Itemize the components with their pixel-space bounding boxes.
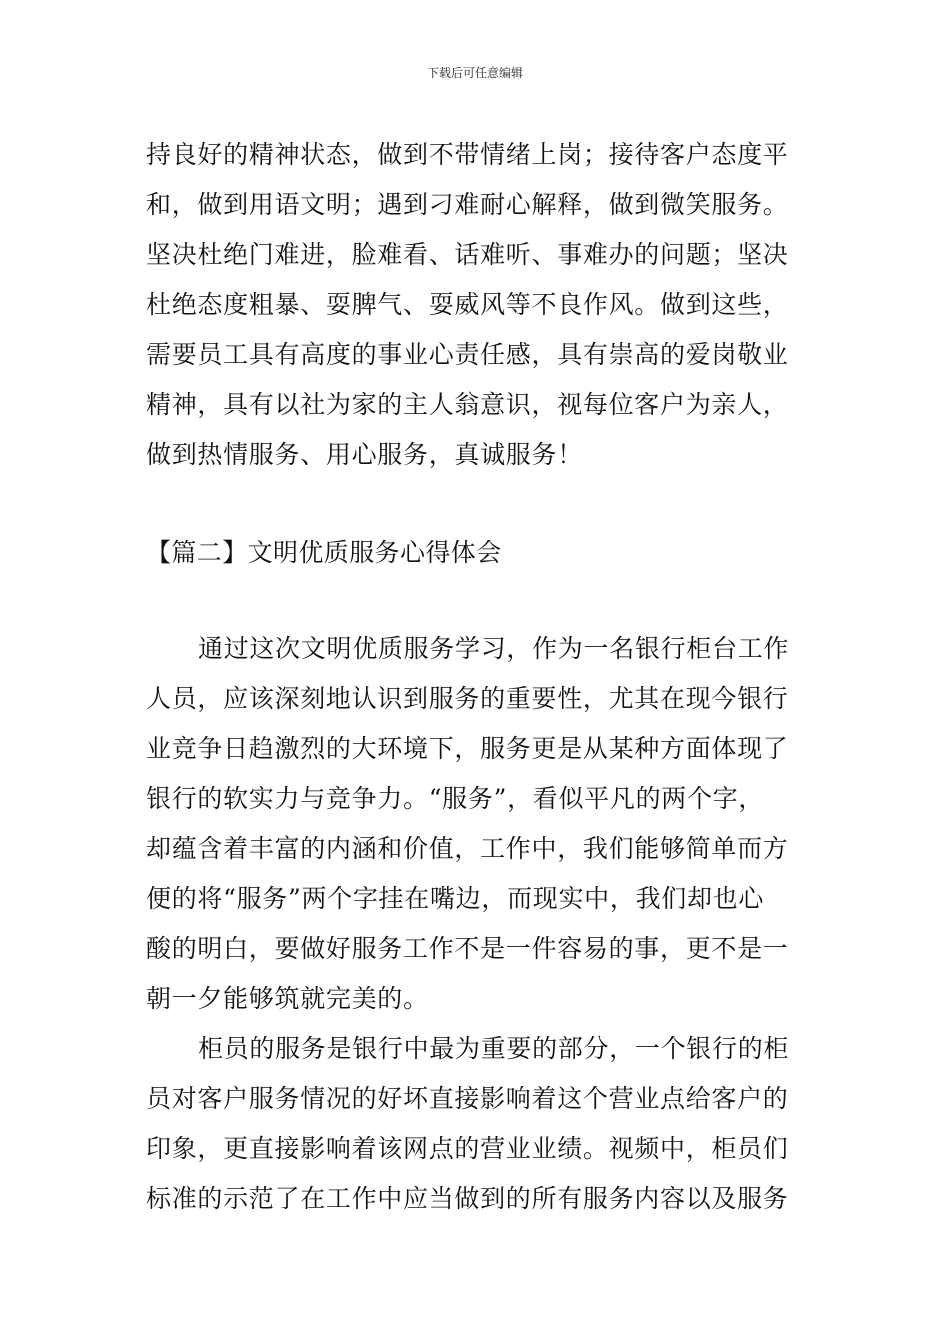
text-line: 通过这次文明优质服务学习，作为一名银行柜台工作 (198, 634, 790, 663)
text-line: 却蕴含着丰富的内涵和价值，工作中，我们能够简单而方 (146, 834, 789, 863)
text-line: 业竞争日趋激烈的大环境下，服务更是从某种方面体现了 (146, 734, 789, 763)
paragraph-2 (146, 1024, 816, 1224)
paragraph-1 (146, 624, 816, 1024)
text-line: 便的将“服务”两个字挂在嘴边，而现实中，我们却也心 (146, 884, 765, 913)
document-body (146, 130, 816, 1224)
paragraph-continued (146, 130, 816, 480)
text-line: 朝一夕能够筑就完美的。 (146, 984, 429, 1013)
text-line: 持良好的精神状态，做到不带情绪上岗；接待客户态度平 (146, 140, 789, 169)
text-line: 标准的示范了在工作中应当做到的所有服务内容以及服务 (146, 1184, 789, 1213)
text-line: 柜员的服务是银行中最为重要的部分，一个银行的柜 (198, 1034, 790, 1063)
text-line: 人员，应该深刻地认识到服务的重要性，尤其在现今银行 (146, 684, 789, 713)
text-line: 印象，更直接影响着该网点的营业业绩。视频中，柜员们 (146, 1134, 789, 1163)
text-line: 坚决杜绝门难进，脸难看、话难听、事难办的问题；坚决 (146, 240, 789, 269)
page-header: 下载后可任意编辑 (426, 66, 523, 80)
text-line: 银行的软实力与竞争力。“服务”，看似平凡的两个字， (146, 784, 765, 813)
text-line: 和，做到用语文明；遇到刁难耐心解释，做到微笑服务。 (146, 190, 789, 219)
text-line: 做到热情服务、用心服务，真诚服务！ (146, 440, 583, 469)
text-line: 需要员工具有高度的事业心责任感，具有崇高的爱岗敬业 (146, 340, 789, 369)
text-line: 杜绝态度粗暴、耍脾气、耍威风等不良作风。做到这些， (146, 290, 789, 319)
section-heading: 【篇二】文明优质服务心得体会 (146, 538, 502, 567)
text-line: 员对客户服务情况的好坏直接影响着这个营业点给客户的 (146, 1084, 789, 1113)
text-line: 精神，具有以社为家的主人翁意识，视每位客户为亲人， (146, 390, 789, 419)
text-line: 酸的明白，要做好服务工作不是一件容易的事，更不是一 (146, 934, 789, 963)
